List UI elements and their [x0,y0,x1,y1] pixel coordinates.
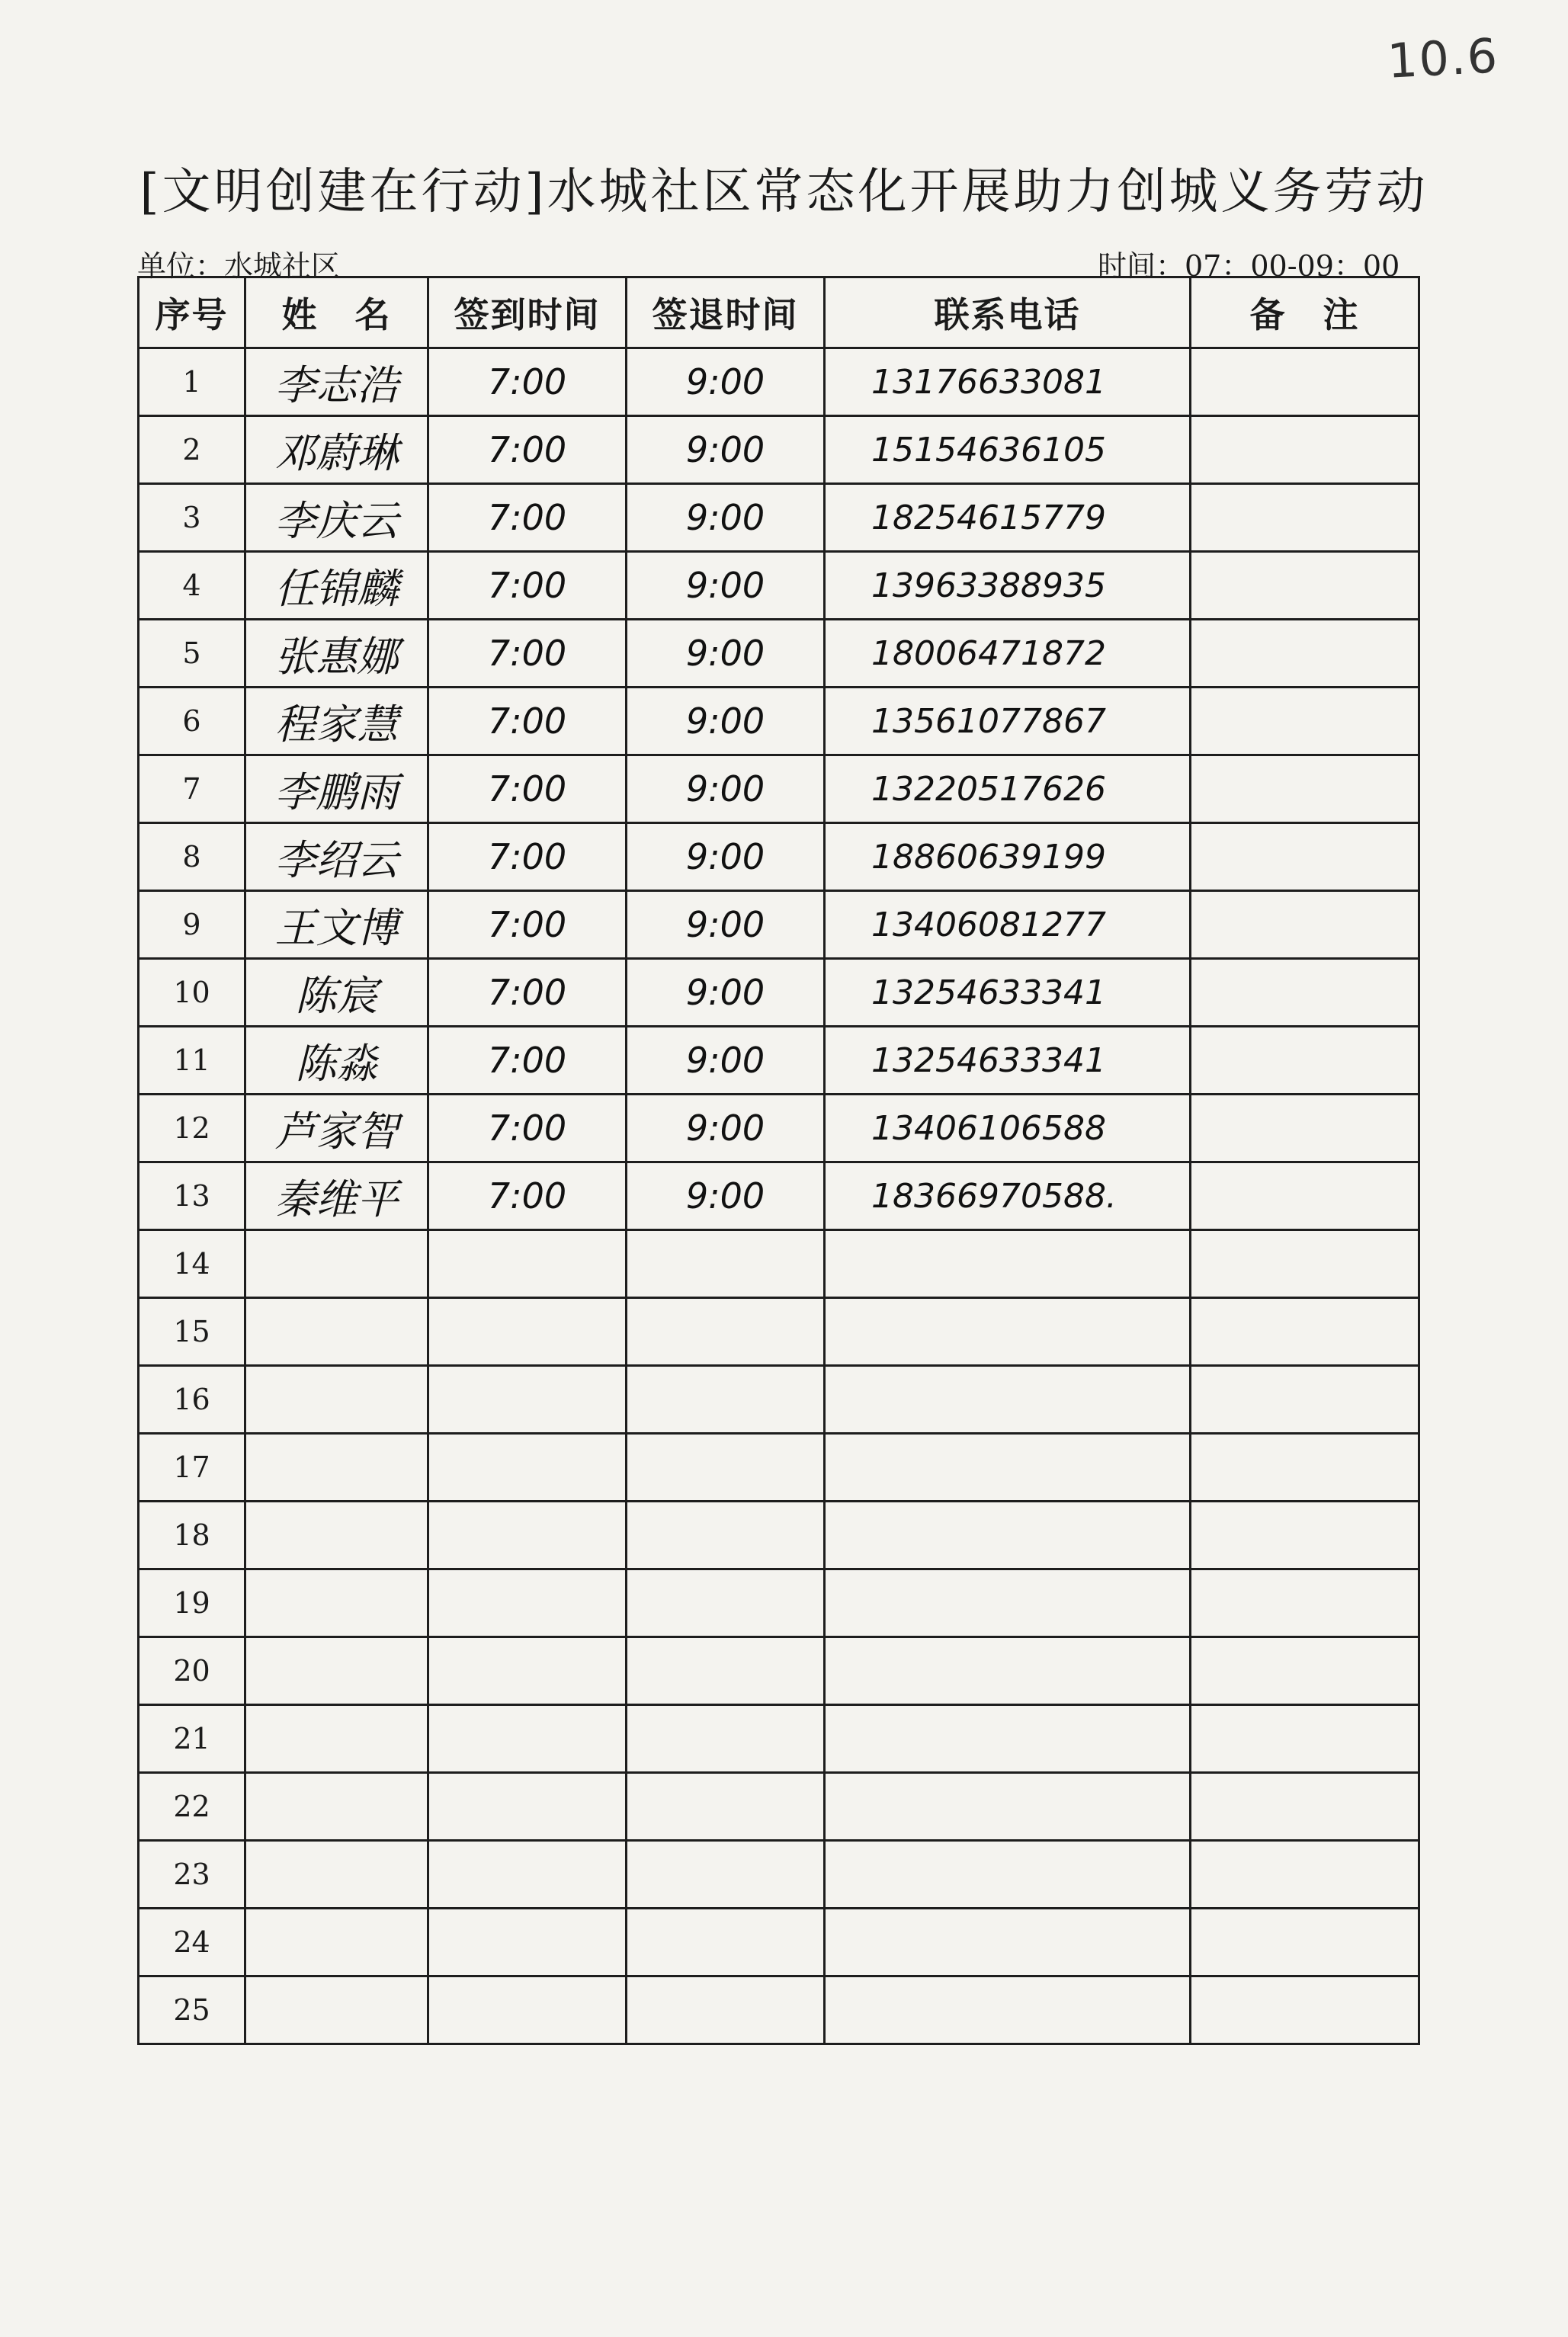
cell-note [1191,1773,1419,1841]
cell-checkout-time [627,1502,825,1569]
table-row [139,552,1419,620]
table-row [139,1773,1419,1841]
cell-checkout-time [627,1569,825,1637]
cell-index: 7 [139,755,245,823]
table-row [139,755,1419,823]
cell-name [245,1705,428,1773]
cell-checkout-time: 9:00 [627,552,825,620]
table-row [139,484,1419,552]
cell-checkout-time: 9:00 [627,755,825,823]
cell-index: 22 [139,1773,245,1841]
time-label: 时间：07：00-09：00 [1098,249,1400,283]
cell-index: 17 [139,1434,245,1502]
cell-checkin-time: 7:00 [428,620,627,688]
cell-note [1191,1366,1419,1434]
cell-name [245,1298,428,1366]
cell-phone [825,1366,1191,1434]
cell-index: 21 [139,1705,245,1773]
cell-checkin-time: 7:00 [428,552,627,620]
cell-checkin-time: 7:00 [428,1162,627,1230]
cell-phone: 18006471872 [825,620,1191,688]
header-checkin-time: 签到时间 [428,277,627,348]
table-row [139,620,1419,688]
table-row [139,688,1419,755]
cell-index: 14 [139,1230,245,1298]
cell-index: 25 [139,1976,245,2044]
cell-phone: 13176633081 [825,348,1191,416]
table-row [139,959,1419,1027]
cell-index: 1 [139,348,245,416]
cell-checkout-time [627,1841,825,1909]
cell-checkout-time [627,1705,825,1773]
cell-checkout-time: 9:00 [627,891,825,959]
cell-index: 12 [139,1095,245,1162]
table-row [139,1705,1419,1773]
cell-note [1191,1230,1419,1298]
cell-phone [825,1705,1191,1773]
signin-table [137,276,1420,2045]
cell-note [1191,620,1419,688]
cell-checkin-time: 7:00 [428,755,627,823]
unit-label: 单位：水城社区 [137,249,341,283]
cell-phone [825,1230,1191,1298]
cell-checkin-time: 7:00 [428,416,627,484]
cell-index: 11 [139,1027,245,1095]
cell-note [1191,1095,1419,1162]
cell-checkout-time: 9:00 [627,620,825,688]
cell-index: 20 [139,1637,245,1705]
cell-checkin-time: 7:00 [428,348,627,416]
cell-name [245,1569,428,1637]
cell-phone [825,1298,1191,1366]
cell-checkin-time [428,1366,627,1434]
cell-name [245,1976,428,2044]
cell-name: 李鹏雨 [245,755,428,823]
cell-index: 5 [139,620,245,688]
cell-note [1191,1434,1419,1502]
table-row [139,1027,1419,1095]
cell-checkin-time [428,1773,627,1841]
cell-checkout-time: 9:00 [627,1162,825,1230]
cell-checkin-time [428,1705,627,1773]
cell-checkout-time: 9:00 [627,823,825,891]
table-row [139,1366,1419,1434]
cell-name: 张惠娜 [245,620,428,688]
header-index: 序号 [139,277,245,348]
cell-checkin-time [428,1298,627,1366]
cell-name: 秦维平 [245,1162,428,1230]
cell-name: 任锦麟 [245,552,428,620]
cell-phone: 13963388935 [825,552,1191,620]
cell-phone [825,1909,1191,1976]
table-row [139,1976,1419,2044]
cell-note [1191,1637,1419,1705]
cell-name [245,1909,428,1976]
cell-name: 陈淼 [245,1027,428,1095]
cell-checkout-time [627,1637,825,1705]
cell-checkin-time [428,1976,627,2044]
cell-note [1191,959,1419,1027]
cell-checkout-time: 9:00 [627,688,825,755]
header-name: 姓 名 [245,277,428,348]
cell-note [1191,1162,1419,1230]
cell-checkin-time: 7:00 [428,1095,627,1162]
cell-note [1191,552,1419,620]
cell-index: 13 [139,1162,245,1230]
table-row [139,1434,1419,1502]
cell-checkin-time [428,1841,627,1909]
cell-checkin-time [428,1434,627,1502]
cell-checkout-time [627,1976,825,2044]
cell-name: 邓蔚琳 [245,416,428,484]
header-note: 备 注 [1191,277,1419,348]
cell-checkin-time: 7:00 [428,688,627,755]
cell-note [1191,416,1419,484]
cell-checkin-time [428,1637,627,1705]
cell-checkout-time [627,1434,825,1502]
cell-checkin-time: 7:00 [428,1027,627,1095]
cell-name: 李庆云 [245,484,428,552]
cell-note [1191,1569,1419,1637]
cell-name: 李绍云 [245,823,428,891]
cell-checkin-time: 7:00 [428,823,627,891]
cell-checkin-time: 7:00 [428,484,627,552]
cell-name [245,1637,428,1705]
cell-name: 李志浩 [245,348,428,416]
cell-note [1191,1841,1419,1909]
table-row [139,1909,1419,1976]
cell-note [1191,484,1419,552]
table-row [139,1095,1419,1162]
cell-note [1191,755,1419,823]
cell-name [245,1366,428,1434]
cell-phone: 13561077867 [825,688,1191,755]
cell-index: 18 [139,1502,245,1569]
cell-checkout-time: 9:00 [627,348,825,416]
table-row [139,1162,1419,1230]
cell-index: 24 [139,1909,245,1976]
cell-index: 16 [139,1366,245,1434]
table-row [139,1841,1419,1909]
cell-index: 8 [139,823,245,891]
cell-checkout-time: 9:00 [627,484,825,552]
cell-note [1191,1976,1419,2044]
cell-phone [825,1637,1191,1705]
cell-phone [825,1773,1191,1841]
cell-name [245,1773,428,1841]
cell-name [245,1841,428,1909]
cell-note [1191,1298,1419,1366]
cell-note [1191,1909,1419,1976]
cell-phone [825,1976,1191,2044]
cell-phone [825,1502,1191,1569]
cell-checkout-time [627,1230,825,1298]
header-phone: 联系电话 [825,277,1191,348]
page-number-note: 10.6 [1386,27,1500,89]
table-row [139,1569,1419,1637]
cell-note [1191,1502,1419,1569]
cell-index: 3 [139,484,245,552]
cell-name: 程家慧 [245,688,428,755]
cell-note [1191,823,1419,891]
cell-index: 15 [139,1298,245,1366]
table-row [139,1637,1419,1705]
cell-name: 芦家智 [245,1095,428,1162]
cell-name: 陈宸 [245,959,428,1027]
cell-checkin-time [428,1230,627,1298]
cell-phone: 13254633341 [825,1027,1191,1095]
cell-phone: 13220517626 [825,755,1191,823]
cell-index: 9 [139,891,245,959]
cell-phone: 13406081277 [825,891,1191,959]
table-row [139,1230,1419,1298]
cell-name [245,1434,428,1502]
cell-checkout-time: 9:00 [627,1027,825,1095]
cell-index: 6 [139,688,245,755]
cell-phone: 13254633341 [825,959,1191,1027]
cell-name: 王文博 [245,891,428,959]
document-title: [文明创建在行动]水城社区常态化开展助力创城义务劳动 [139,164,1429,220]
cell-phone [825,1434,1191,1502]
cell-phone: 18366970588. [825,1162,1191,1230]
cell-phone: 18254615779 [825,484,1191,552]
cell-index: 19 [139,1569,245,1637]
cell-index: 4 [139,552,245,620]
cell-checkout-time [627,1298,825,1366]
cell-checkout-time: 9:00 [627,416,825,484]
cell-phone: 15154636105 [825,416,1191,484]
cell-name [245,1230,428,1298]
table-header-row [139,277,1419,348]
cell-name [245,1502,428,1569]
cell-checkin-time: 7:00 [428,891,627,959]
cell-checkin-time [428,1502,627,1569]
cell-phone [825,1841,1191,1909]
cell-checkout-time [627,1773,825,1841]
cell-checkin-time [428,1909,627,1976]
cell-note [1191,1027,1419,1095]
table-row [139,1298,1419,1366]
cell-checkin-time [428,1569,627,1637]
cell-checkout-time [627,1366,825,1434]
cell-index: 23 [139,1841,245,1909]
cell-index: 2 [139,416,245,484]
table-row [139,1502,1419,1569]
cell-note [1191,688,1419,755]
cell-checkout-time: 9:00 [627,959,825,1027]
table-row [139,348,1419,416]
header-checkout-time: 签退时间 [627,277,825,348]
cell-index: 10 [139,959,245,1027]
cell-checkout-time [627,1909,825,1976]
cell-note [1191,891,1419,959]
cell-note [1191,348,1419,416]
table-row [139,416,1419,484]
cell-checkin-time: 7:00 [428,959,627,1027]
cell-phone: 13406106588 [825,1095,1191,1162]
cell-note [1191,1705,1419,1773]
table-row [139,891,1419,959]
cell-checkout-time: 9:00 [627,1095,825,1162]
table-row [139,823,1419,891]
cell-phone [825,1569,1191,1637]
cell-phone: 18860639199 [825,823,1191,891]
